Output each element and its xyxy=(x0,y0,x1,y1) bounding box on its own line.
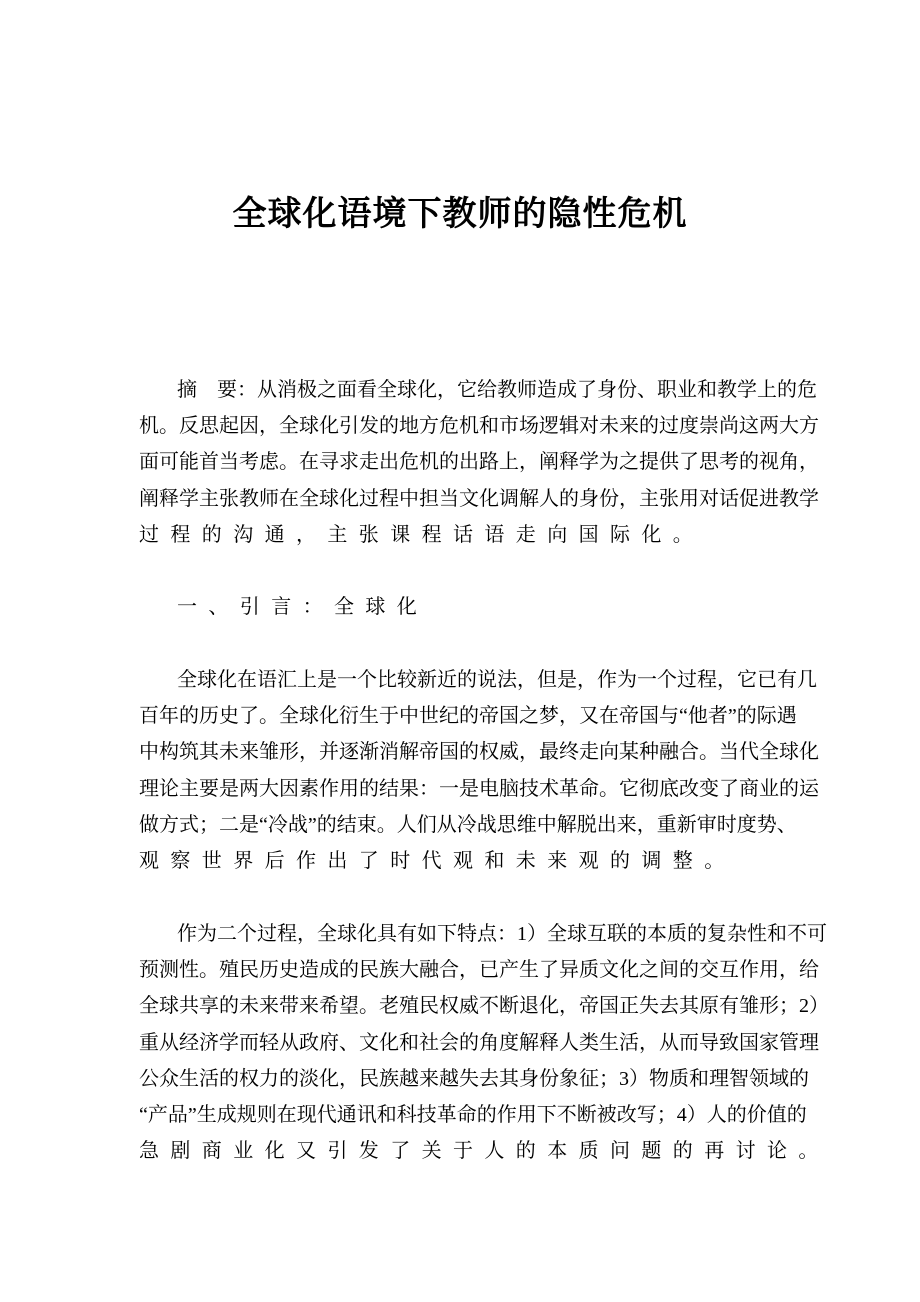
text-line: “产品”生成规则在现代通讯和科技革命的作用下不断被改写；4）人的价值的 xyxy=(139,1103,807,1126)
text-line: 急剧商业化又引发了关于人的本质问题的再讨论。 xyxy=(139,1140,830,1163)
section-heading: 一、引言：全球化 xyxy=(177,596,429,618)
text-line: 机。反思起因，全球化引发的地方危机和市场逻辑对未来的过度崇尚这两大方 xyxy=(139,415,819,438)
text-line: 全球共享的未来带来希望。老殖民权威不断退化，帝国正失去其原有雏形；2） xyxy=(139,995,829,1018)
text-line: 百年的历史了。全球化衍生于中世纪的帝国之梦，又在帝国与“他者”的际遇 xyxy=(139,705,797,728)
abstract xyxy=(139,372,819,553)
text-line: 面可能首当考虑。在寻求走出危机的出路上，阐释学为之提供了思考的视角， xyxy=(139,451,819,474)
text-line: 预测性。殖民历史造成的民族大融合，已产生了异质文化之间的交互作用，给 xyxy=(139,959,819,982)
text-line: 摘 要：从消极之面看全球化，它给教师造成了身份、职业和教学上的危 xyxy=(177,379,817,401)
text-line: 阐释学主张教师在全球化过程中担当文化调解人的身份，主张用对话促进教学 xyxy=(139,487,819,510)
text-line: 做方式；二是“冷战”的结束。人们从冷战思维中解脱出来，重新审时度势、 xyxy=(139,813,797,836)
text-line: 重从经济学而轻从政府、文化和社会的角度解释人类生活，从而导致国家管理 xyxy=(139,1031,819,1054)
text-line: 中构筑其未来雏形，并逐渐消解帝国的权威，最终走向某种融合。当代全球化 xyxy=(139,741,819,764)
text-line: 理论主要是两大因素作用的结果：一是电脑技术革命。它彻底改变了商业的运 xyxy=(139,777,819,800)
text-line: 全球化在语汇上是一个比较新近的说法，但是，作为一个过程，它已有几 xyxy=(177,669,817,691)
text-line: 作为二个过程，全球化具有如下特点：1）全球互联的本质的复杂性和不可 xyxy=(177,923,827,945)
paragraph-2 xyxy=(139,916,830,1169)
text-line: 公众生活的权力的淡化，民族越来越失去其身份象征；3）物质和理智领域的 xyxy=(139,1067,809,1090)
text-line: 观察世界后作出了时代观和未来观的调整。 xyxy=(139,849,736,872)
text-line: 过程的沟通，主张课程话语走向国际化。 xyxy=(139,523,705,546)
paragraph-1 xyxy=(139,662,819,879)
document-title: 全球化语境下教师的隐性危机 xyxy=(232,196,688,233)
section-heading-block xyxy=(139,589,781,625)
